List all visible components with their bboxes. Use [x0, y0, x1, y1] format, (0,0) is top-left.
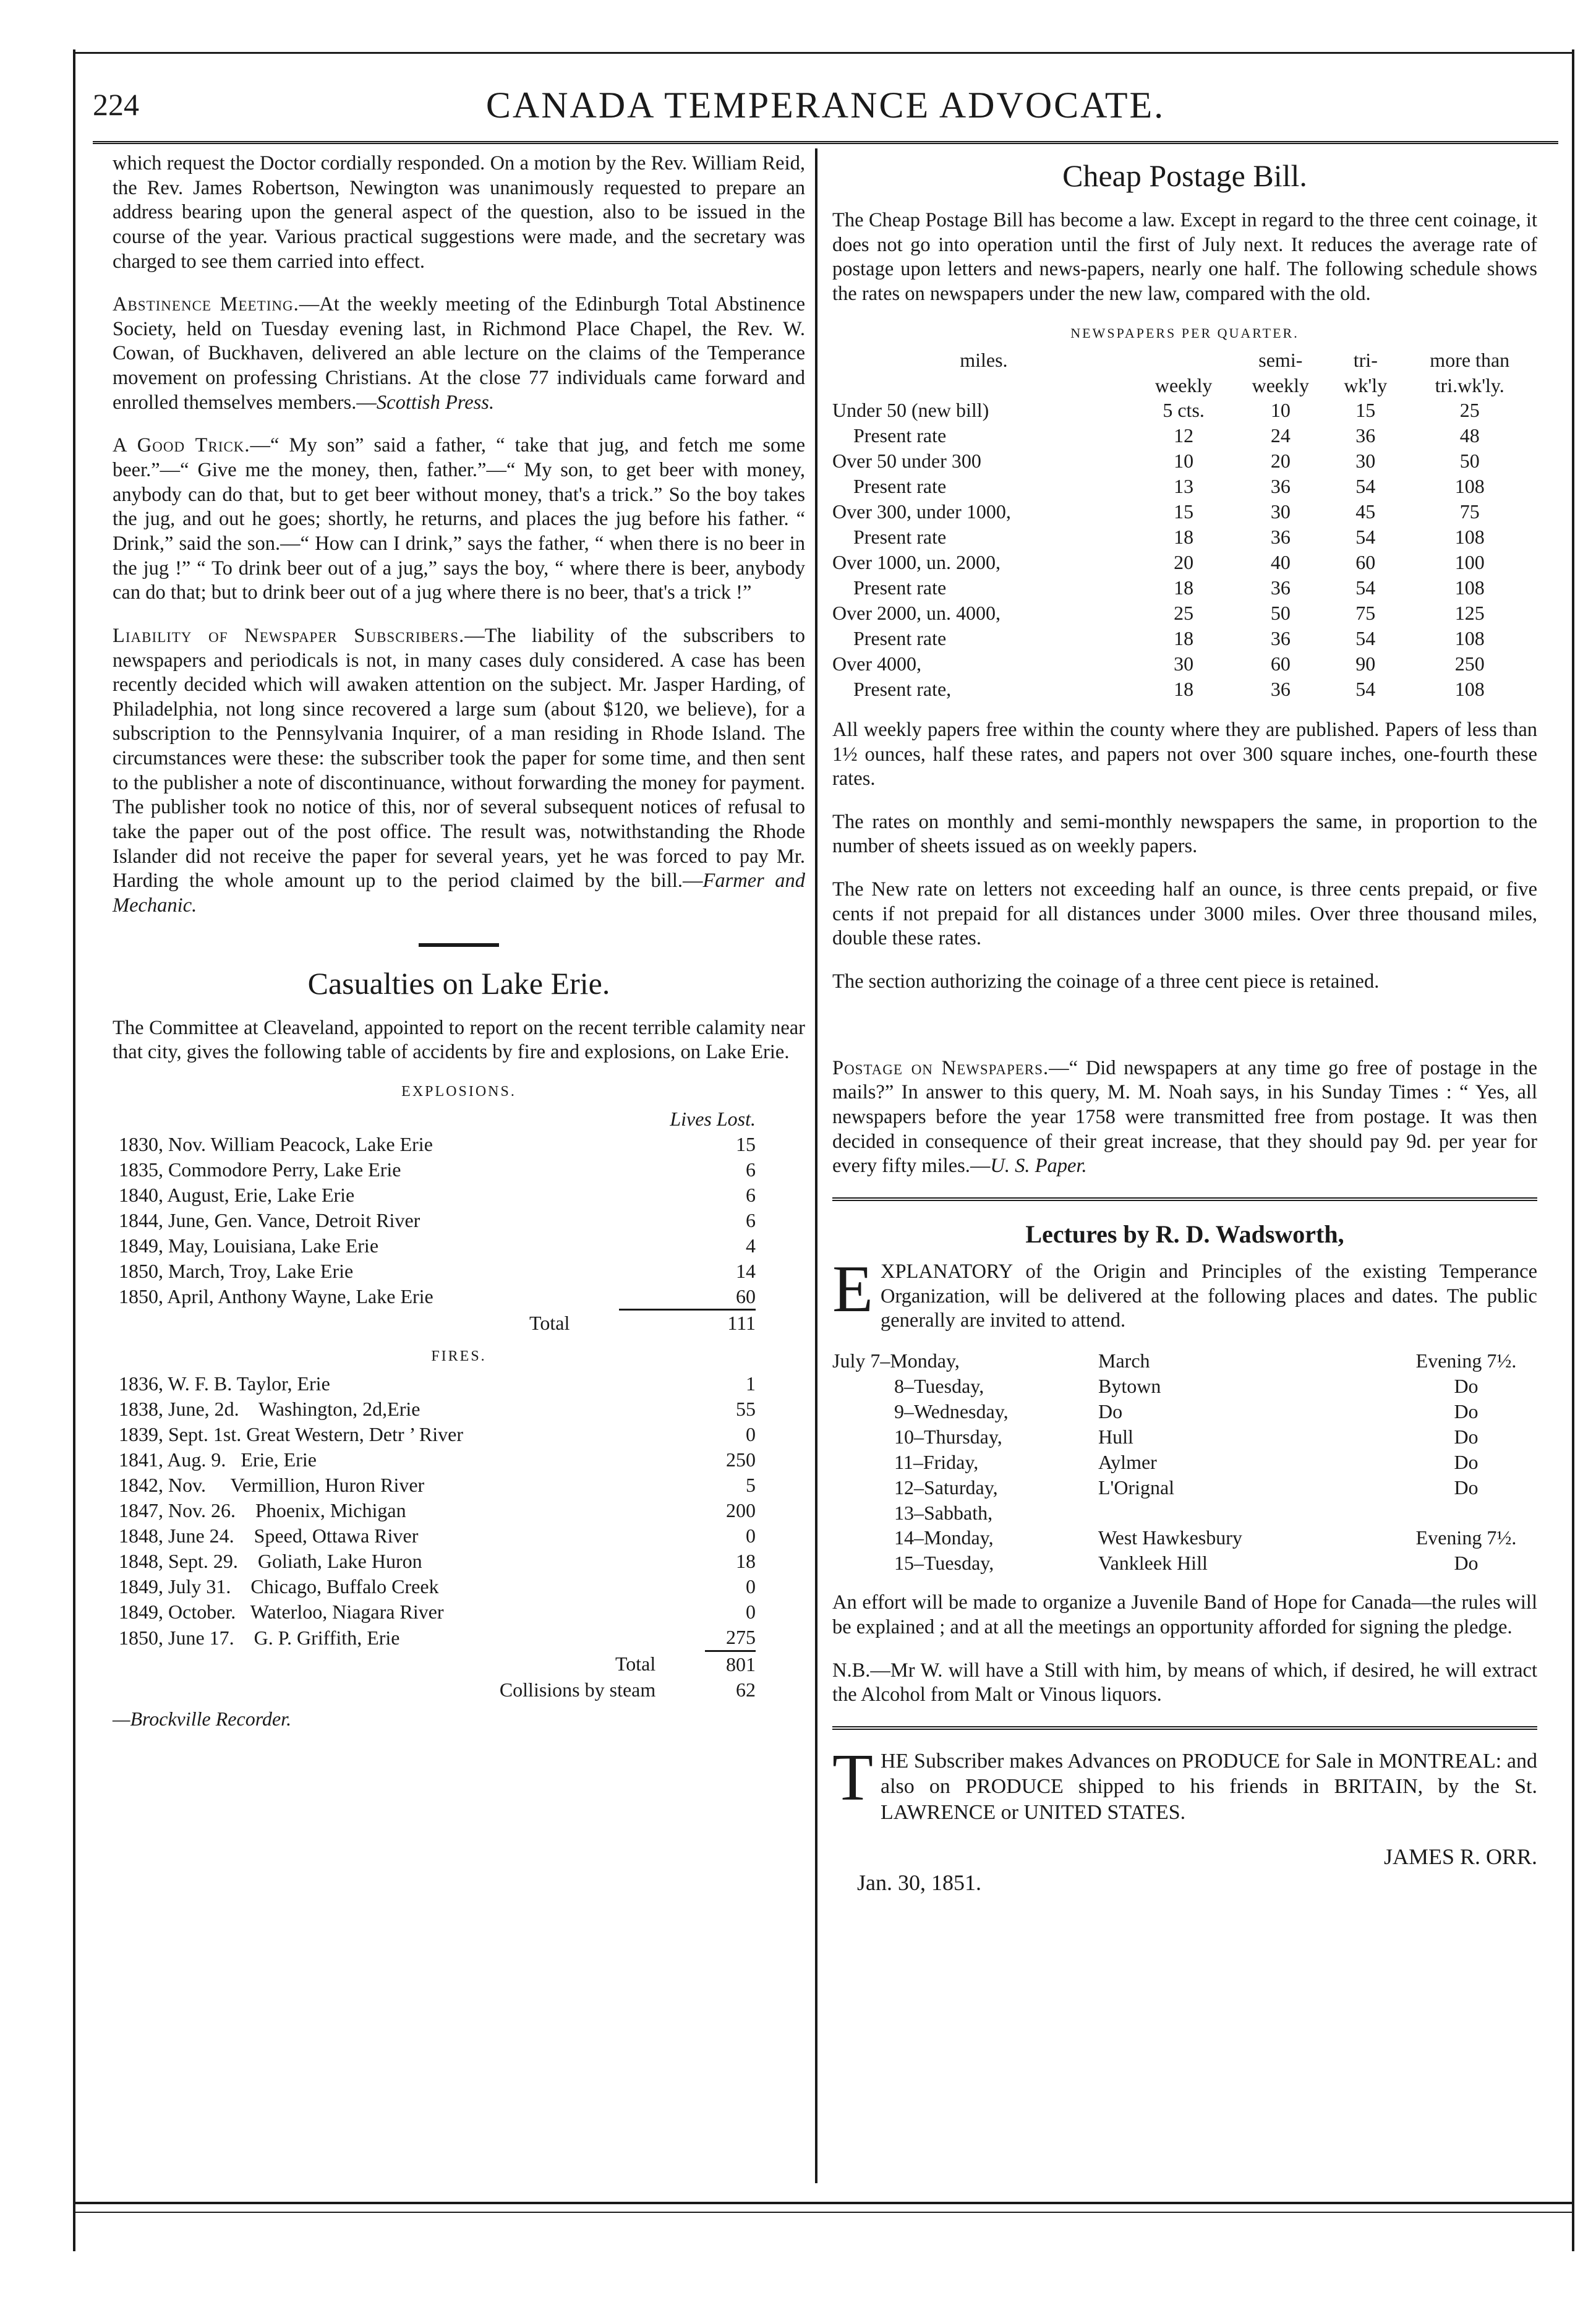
rates-table-caption: NEWSPAPERS PER QUARTER.	[1070, 325, 1299, 341]
fires-heading: FIRES.	[431, 1348, 487, 1365]
casualty-entry: 1850, April, Anthony Wayne, Lake Erie	[119, 1285, 433, 1308]
produce-advertisement: THE Subscriber makes Advances on PRODUCE for Sale in MONTREAL: and also on PRODUCE shipped to his friends in BRITAIN, by the St. LAWRENCE or UNITED STATES.	[832, 1740, 1537, 1824]
fires-row	[119, 1625, 756, 1651]
casualty-entry: 1835, Commodore Perry, Lake Erie	[119, 1158, 401, 1181]
schedule-row	[832, 1500, 1537, 1526]
fires-row	[119, 1523, 756, 1549]
casualty-entry: 1850, March, Troy, Lake Erie	[119, 1259, 354, 1282]
explosions-row	[119, 1157, 756, 1183]
schedule-date: 13–Sabbath,	[894, 1501, 993, 1524]
fires-row	[119, 1473, 756, 1498]
postage-bill-title: Cheap Postage Bill.	[1062, 158, 1307, 193]
col-semi-2: weekly	[1252, 374, 1310, 396]
rate-weekly: 30	[1174, 652, 1194, 675]
casualty-entry: 1841, Aug. 9. Erie, Erie	[119, 1448, 317, 1471]
schedule-date: 9–Wednesday,	[894, 1400, 1009, 1422]
fires-row	[119, 1397, 756, 1422]
rate-weekly: 18	[1174, 627, 1194, 650]
casualty-entry: 1849, October. Waterloo, Niagara River	[119, 1601, 444, 1623]
rate-semi-weekly: 36	[1270, 627, 1291, 650]
postage-intro: The Cheap Postage Bill has become a law. Except in regard to the three cent coinage, it does not go into operation until the first of July next. It reduces the average rate of postage upon letters and news-papers, nearly one half. The following schedule shows the rates on newspapers under the new law, compared with the old.	[832, 209, 1537, 305]
section-rule	[419, 943, 499, 947]
article-source: Farmer and Mechanic.	[113, 870, 806, 917]
rate-semi-weekly: 40	[1270, 551, 1291, 574]
fires-row	[119, 1371, 756, 1397]
explosions-row	[119, 1259, 756, 1284]
casualty-entry: 1849, July 31. Chicago, Buffalo Creek	[119, 1575, 439, 1598]
casualty-entry: 1847, Nov. 26. Phoenix, Michigan	[119, 1499, 406, 1522]
postage-p4: The New rate on letters not exceeding half an ounce, is three cents prepaid, or five cents if not prepaid for all distances under 3000 miles. Over three thousand miles, double these rates.	[832, 878, 1537, 950]
schedule-place: Do	[1098, 1400, 1123, 1422]
rate-semi-weekly: 10	[1270, 399, 1291, 422]
schedule-place: Bytown	[1098, 1374, 1161, 1397]
article-source: Scottish Press.	[376, 391, 495, 414]
rate-label: Under 50 (new bill)	[832, 399, 989, 422]
casualty-entry: 1842, Nov. Vermillion, Huron River	[119, 1474, 425, 1497]
lives-lost: 0	[746, 1423, 756, 1446]
rate-row	[832, 524, 1537, 550]
rate-more-than-tri-weekly: 108	[1454, 576, 1485, 599]
column-divider	[815, 148, 817, 2183]
lives-lost: 60	[736, 1285, 756, 1307]
rate-weekly: 25	[1174, 602, 1194, 625]
rate-more-than-tri-weekly: 50	[1459, 450, 1480, 473]
explosions-heading: EXPLOSIONS.	[401, 1083, 516, 1100]
fires-row	[119, 1422, 756, 1447]
rate-more-than-tri-weekly: 108	[1454, 677, 1485, 700]
section-rule	[832, 1197, 1537, 1201]
rate-label: Present rate	[853, 627, 947, 650]
explosions-row	[119, 1233, 756, 1259]
schedule-time: Do	[1454, 1425, 1479, 1448]
rate-tri-weekly: 45	[1355, 500, 1376, 523]
lectures-p3: N.B.—Mr W. will have a Still with him, by means of which, if desired, he will extract the Alcohol from Malt or Vinous liquors.	[832, 1659, 1537, 1706]
rate-row	[832, 601, 1537, 626]
rate-weekly: 15	[1174, 500, 1194, 523]
schedule-place: Vankleek Hill	[1098, 1552, 1208, 1575]
good-trick-article	[113, 434, 805, 605]
col-weekly: weekly	[1154, 374, 1213, 396]
drop-cap: E	[832, 1252, 873, 1326]
lives-lost: 250	[726, 1448, 756, 1471]
casualty-entry: 1848, June 24. Speed, Ottawa River	[119, 1525, 419, 1547]
col-semi: semi-	[1258, 348, 1303, 371]
lives-lost-header: Lives Lost.	[670, 1107, 756, 1130]
schedule-date: 11–Friday,	[894, 1450, 979, 1473]
rate-semi-weekly: 36	[1270, 576, 1291, 599]
rate-tri-weekly: 54	[1355, 475, 1376, 498]
explosions-total-label: Total	[529, 1311, 570, 1334]
bottom-rule-2	[73, 2212, 1572, 2213]
rate-label: Over 300, under 1000,	[832, 500, 1011, 523]
schedule-date: 14–Monday,	[894, 1526, 994, 1549]
abstinence-meeting-article	[113, 293, 805, 415]
lives-lost: 4	[746, 1234, 756, 1257]
postage-newspapers-article	[832, 1056, 1537, 1179]
rate-weekly: 18	[1174, 677, 1194, 700]
article-heading: A Good Trick.	[113, 434, 250, 457]
schedule-date: 8–Tuesday,	[894, 1374, 984, 1397]
col-more: more than	[1430, 348, 1510, 371]
rate-tri-weekly: 54	[1355, 576, 1376, 599]
rate-tri-weekly: 54	[1355, 677, 1376, 700]
rate-row	[832, 677, 1537, 702]
lives-lost: 14	[736, 1259, 756, 1282]
lectures-intro: EXPLANATORY of the Origin and Principles of the existing Temperance Organization, will be delivered at the following places and dates. The public generally are invited to attend.	[832, 1252, 1537, 1332]
schedule-row	[832, 1348, 1537, 1374]
schedule-place: West Hawkesbury	[1098, 1526, 1242, 1549]
fires-table	[119, 1371, 756, 1702]
rate-tri-weekly: 60	[1355, 551, 1376, 574]
rate-more-than-tri-weekly: 108	[1454, 627, 1485, 650]
lives-lost: 6	[746, 1208, 756, 1231]
rate-tri-weekly: 15	[1355, 399, 1376, 422]
fires-row	[119, 1447, 756, 1473]
rate-more-than-tri-weekly: 108	[1454, 526, 1485, 549]
lives-lost: 55	[736, 1398, 756, 1421]
lives-lost: 18	[736, 1550, 756, 1573]
rate-tri-weekly: 54	[1355, 627, 1376, 650]
bottom-rule	[73, 2202, 1572, 2204]
schedule-date: 12–Saturday,	[894, 1476, 998, 1499]
casualties-source: —Brockville Recorder.	[113, 1707, 292, 1730]
rates-table	[832, 348, 1537, 702]
right-column	[832, 152, 1537, 1896]
casualty-entry: 1836, W. F. B. Taylor, Erie	[119, 1372, 330, 1395]
lives-lost: 0	[746, 1601, 756, 1623]
rate-semi-weekly: 24	[1270, 424, 1291, 447]
schedule-row	[832, 1450, 1537, 1475]
article-source: U. S. Paper.	[990, 1155, 1087, 1178]
rate-semi-weekly: 36	[1270, 526, 1291, 549]
rate-row	[832, 499, 1537, 524]
article-heading: Liability of Newspaper Subscribers.	[113, 624, 465, 647]
header-rule	[93, 141, 1558, 144]
explosions-table	[119, 1106, 756, 1337]
rate-row	[832, 575, 1537, 601]
rate-weekly: 18	[1174, 576, 1194, 599]
rate-tri-weekly: 30	[1355, 450, 1376, 473]
schedule-date: 15–Tuesday,	[894, 1552, 994, 1575]
lives-lost: 15	[736, 1132, 756, 1155]
lives-lost: 275	[726, 1625, 756, 1648]
schedule-time: Do	[1454, 1552, 1479, 1575]
lives-lost: 5	[746, 1474, 756, 1497]
schedule-row	[832, 1424, 1537, 1450]
rate-row	[832, 448, 1537, 474]
rate-semi-weekly: 50	[1270, 602, 1291, 625]
fires-total-label: Total	[615, 1653, 656, 1675]
explosions-total: 111	[619, 1310, 756, 1336]
rate-weekly: 10	[1174, 450, 1194, 473]
article-heading: Abstinence Meeting.	[113, 293, 299, 316]
rate-label: Present rate,	[853, 677, 952, 700]
rate-label: Present rate	[853, 475, 947, 498]
collisions-label: Collisions by steam	[499, 1678, 656, 1701]
col-tri-2: wk'ly	[1344, 374, 1388, 396]
lives-lost: 0	[746, 1575, 756, 1598]
schedule-time: Do	[1454, 1476, 1479, 1499]
lives-lost: 0	[746, 1525, 756, 1547]
liability-article	[113, 624, 805, 918]
rate-row	[832, 651, 1537, 677]
rate-row	[832, 474, 1537, 499]
col-tri: tri-	[1353, 348, 1378, 371]
article-body: —At the weekly meeting of the Edinburgh Total Abstinence Society, held on Tuesday evening last, in Richmond Place Chapel, the Rev. W. Cowan, of Buckhaven, delivered an able lecture on the claims of the Temperance movement on professing Christians. At the close 77 individuals came forward and enrolled themselves members.—	[113, 293, 805, 414]
schedule-date: 10–Thursday,	[894, 1425, 1002, 1448]
lecture-schedule	[832, 1348, 1537, 1576]
rate-semi-weekly: 36	[1270, 475, 1291, 498]
explosions-row	[119, 1183, 756, 1208]
lives-lost: 200	[726, 1499, 756, 1522]
rate-weekly: 12	[1174, 424, 1194, 447]
explosions-row	[119, 1208, 756, 1233]
explosions-row	[119, 1284, 756, 1310]
rate-label: Over 2000, un. 4000,	[832, 602, 1001, 625]
fires-row	[119, 1599, 756, 1625]
left-column	[113, 152, 805, 1730]
schedule-row	[832, 1525, 1537, 1551]
rate-label: Over 50 under 300	[832, 450, 981, 473]
lives-lost: 1	[746, 1372, 756, 1395]
rate-weekly: 18	[1174, 526, 1194, 549]
rate-semi-weekly: 30	[1270, 500, 1291, 523]
rate-more-than-tri-weekly: 75	[1459, 500, 1480, 523]
rate-more-than-tri-weekly: 48	[1459, 424, 1480, 447]
casualties-title: Casualties on Lake Erie.	[307, 965, 610, 1001]
rate-weekly: 5 cts.	[1163, 399, 1205, 422]
page-number: 224	[93, 87, 139, 122]
drop-cap: T	[832, 1740, 873, 1815]
schedule-row	[832, 1374, 1537, 1399]
col-miles: miles.	[960, 348, 1008, 371]
fires-total: 801	[705, 1651, 756, 1677]
running-title: CANADA TEMPERANCE ADVOCATE.	[485, 85, 1166, 126]
article-body: —“ My son” said a father, “ take that jug, and fetch me some beer.”—“ Give me the money, then, father.”—“ My son, to get beer with money, anybody can do that, but to get beer without money, that's a trick.” So the boy takes the jug, and out he goes; shortly, he returns, and places the jug before his father. “ Drink,” said the son.—“ How can I drink,” says the father, “ when there is no beer in the jug !” “ To drink beer out of a jug,” says the boy, “ where there is beer, anybody can do that; but to drink beer out of a jug where there is no beer, that's a trick !”	[113, 434, 805, 604]
rate-more-than-tri-weekly: 250	[1454, 652, 1485, 675]
casualty-entry: 1844, June, Gen. Vance, Detroit River	[119, 1208, 420, 1231]
rate-weekly: 20	[1174, 551, 1194, 574]
rate-semi-weekly: 20	[1270, 450, 1291, 473]
section-rule	[832, 1726, 1537, 1730]
casualty-entry: 1840, August, Erie, Lake Erie	[119, 1183, 355, 1206]
casualty-entry: 1849, May, Louisiana, Lake Erie	[119, 1234, 379, 1257]
casualty-entry: 1830, Nov. William Peacock, Lake Erie	[119, 1132, 433, 1155]
casualty-entry: 1850, June 17. G. P. Griffith, Erie	[119, 1626, 400, 1649]
lectures-title: Lectures by R. D. Wadsworth,	[1025, 1220, 1344, 1248]
schedule-place: Hull	[1098, 1425, 1133, 1448]
casualty-entry: 1838, June, 2d. Washington, 2d,Erie	[119, 1398, 420, 1421]
schedule-place: Aylmer	[1098, 1450, 1157, 1473]
rate-row	[832, 398, 1537, 423]
rate-label: Present rate	[853, 576, 947, 599]
rate-tri-weekly: 75	[1355, 602, 1376, 625]
schedule-time: Do	[1454, 1374, 1479, 1397]
continued-paragraph: which request the Doctor cordially responded. On a motion by the Rev. William Reid, the Rev. James Robertson, Newington was unanimously requested to prepare an address bearing upon the general aspect of the question, also to be issued in the course of the year. Various practical suggestions were made, and the secretary was charged to see them carried into effect.	[113, 152, 805, 273]
schedule-row	[832, 1399, 1537, 1424]
rate-tri-weekly: 36	[1355, 424, 1376, 447]
casualty-entry: 1848, Sept. 29. Goliath, Lake Huron	[119, 1550, 422, 1573]
schedule-row	[832, 1475, 1537, 1500]
page-header	[93, 80, 1558, 136]
schedule-time	[1395, 1500, 1537, 1526]
rate-tri-weekly: 90	[1355, 652, 1376, 675]
fires-row	[119, 1574, 756, 1599]
rate-label: Over 4000,	[832, 652, 921, 675]
rate-label: Over 1000, un. 2000,	[832, 551, 1001, 574]
rate-semi-weekly: 60	[1270, 652, 1291, 675]
article-body: —“ Did newspapers at any time go free of postage in the mails?” In answer to this query, M. M. Noah says, in his Sunday Times : “ Yes, all newspapers before the year 1758 were transmitted free from postage. It was then decided in consequence of their great increase, that they should pay 9d. per year for every fifty miles.—	[832, 1056, 1537, 1178]
schedule-time: Do	[1454, 1400, 1479, 1422]
collisions-value: 62	[736, 1678, 756, 1701]
casualty-entry: 1839, Sept. 1st. Great Western, Detr ’ River	[119, 1423, 463, 1446]
lectures-p2: An effort will be made to organize a Juvenile Band of Hope for Canada—the rules will be explained ; and at all the meetings an opportunity afforded for signing the pledge.	[832, 1591, 1537, 1639]
rate-row	[832, 550, 1537, 575]
rate-row	[832, 423, 1537, 448]
schedule-place: March	[1098, 1349, 1150, 1372]
col-more-2: tri.wk'ly.	[1435, 374, 1504, 396]
article-heading: Postage on Newspapers.	[832, 1056, 1049, 1079]
schedule-row	[832, 1551, 1537, 1576]
ad-date: Jan. 30, 1851.	[857, 1870, 981, 1896]
article-body: —The liability of the subscribers to newspapers and periodicals is not, in many cases duly considered. A case has been recently decided which will awaken attention on the subject. Mr. Jasper Harding, of Philadelphia, not long since recovered a large sum (about $120, we believe), for a subscription to the Pennsylvania Inquirer, of a man residing in Rhode Island. The circumstances were these: the subscriber took the paper for some time, and then sent to the publisher a note of discontinuance, without forwarding the money for payment. The publisher took no notice of this, nor of several subsequent notices of refusal to take the paper out of the post office. The result was, notwithstanding the Rhode Islander did not receive the paper for several years, yet he was forced to pay Mr. Harding the whole amount up to the period claimed by the bill.—	[113, 624, 806, 892]
schedule-time: Evening 7½.	[1415, 1526, 1517, 1549]
rate-row	[832, 626, 1537, 651]
rate-weekly: 13	[1174, 475, 1194, 498]
postage-p2: All weekly papers free within the county where they are published. Papers of less than 1½ ounces, half these rates, and papers not over 300 square inches, one-fourth these rates.	[832, 718, 1537, 790]
fires-row	[119, 1549, 756, 1574]
lives-lost: 6	[746, 1183, 756, 1206]
rate-tri-weekly: 54	[1355, 526, 1376, 549]
rate-more-than-tri-weekly: 25	[1459, 399, 1480, 422]
fires-row	[119, 1498, 756, 1523]
rate-semi-weekly: 36	[1270, 677, 1291, 700]
casualties-intro: The Committee at Cleaveland, appointed to report on the recent terrible calamity near that city, gives the following table of accidents by fire and explosions, on Lake Erie.	[113, 1016, 805, 1064]
lives-lost: 6	[746, 1158, 756, 1181]
schedule-place: L'Orignal	[1098, 1476, 1175, 1499]
rate-label: Present rate	[853, 526, 947, 549]
rate-more-than-tri-weekly: 108	[1454, 475, 1485, 498]
schedule-date: July 7–Monday,	[832, 1349, 960, 1372]
schedule-time: Do	[1454, 1450, 1479, 1473]
explosions-row	[119, 1132, 756, 1157]
postage-p3: The rates on monthly and semi-monthly newspapers the same, in proportion to the number of sheets issued as on weekly papers.	[832, 810, 1537, 858]
schedule-time: Evening 7½.	[1415, 1349, 1517, 1372]
schedule-place	[1098, 1500, 1395, 1526]
rate-label: Present rate	[853, 424, 947, 447]
ad-signature: JAMES R. ORR.	[1383, 1844, 1537, 1870]
rate-more-than-tri-weekly: 125	[1454, 602, 1485, 625]
postage-p5: The section authorizing the coinage of a three cent piece is retained.	[832, 970, 1380, 993]
rate-more-than-tri-weekly: 100	[1454, 551, 1485, 574]
